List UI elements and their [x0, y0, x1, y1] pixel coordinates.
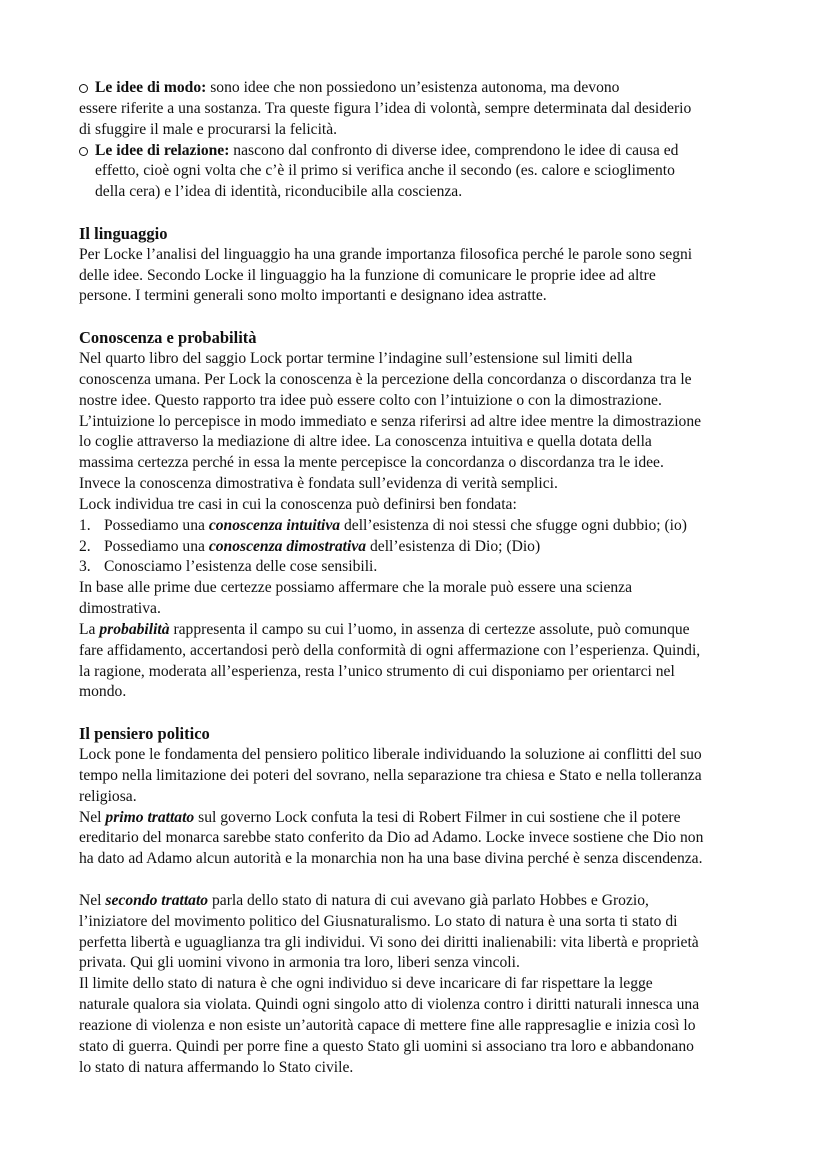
text: effetto, cioè ogni volta che c’è il primo si verifica anche il secondo (es. calore e scioglimento: [95, 162, 675, 180]
paragraph: [79, 245, 779, 308]
spacer: [79, 203, 779, 224]
text: Invece la conoscenza dimostrativa è fondata sull’evidenza di verità semplici.: [79, 475, 558, 493]
text: mondo.: [79, 683, 127, 701]
text: Il limite dello stato di natura è che ogni individuo si deve incaricare di far rispettare la legge: [79, 975, 653, 993]
text-line: [79, 266, 779, 287]
text-line: [79, 1016, 779, 1037]
text-line: [79, 995, 779, 1016]
text: parla dello stato di natura di cui avevano già parlato Hobbes e Grozio,: [208, 891, 649, 909]
text: delle idee. Secondo Locke il linguaggio ha la funzione di comunicare le proprie idee ad altre: [79, 266, 656, 284]
text: Nel: [79, 891, 106, 909]
paragraph: [79, 891, 779, 1079]
text-line: [79, 641, 779, 662]
text: nascono dal confronto di diverse idee, comprendono le idee di causa ed: [229, 141, 679, 159]
text-line: [79, 557, 779, 578]
text-line: [79, 78, 779, 99]
text: In base alle prime due certezze possiamo affermare che la morale può essere una scienza: [79, 579, 633, 597]
text: la ragione, moderata all’esperienza, resta l’unico strumento di cui disponiamo per orientarci nel: [79, 662, 675, 680]
text-line: [79, 99, 779, 120]
text: nostre idee. Questo rapporto tra idee può essere colto con l’intuizione o con la dimostrazione.: [79, 391, 662, 409]
text-line: [79, 474, 779, 495]
text-line: [79, 974, 779, 995]
emphasized-term: conoscenza dimostrativa: [208, 537, 367, 555]
spacer: [79, 870, 779, 891]
text-line: [79, 391, 779, 412]
text: Possediamo una: [104, 537, 209, 555]
text: dell’esistenza di noi stessi che sfugge ogni dubbio; (io): [340, 516, 687, 534]
text: persone. I termini generali sono molto importanti e designano idea astratte.: [79, 287, 547, 305]
text-line: [79, 245, 779, 266]
paragraph: [79, 349, 779, 516]
text: l’iniziatore del movimento politico del Giusnaturalismo. Lo stato di natura è una sorta ti stato di: [79, 912, 678, 930]
text: Lock pone le fondamenta del pensiero politico liberale individuando la soluzione ai conflitti del suo: [79, 746, 702, 763]
text-line: [79, 849, 779, 870]
text: Nel: [79, 808, 106, 826]
text-line: [79, 432, 779, 453]
list-number: 1.: [79, 516, 91, 534]
text-line: [79, 620, 779, 641]
text-line: [79, 599, 779, 620]
text: lo stato di natura affermando lo Stato civile.: [79, 1058, 354, 1076]
bullet-item: [79, 141, 779, 204]
text: sul governo Lock confuta la tesi di Robert Filmer in cui sostiene che il potere: [194, 808, 681, 826]
text: essere riferite a una sostanza. Tra queste figura l’idea di volontà, sempre determinata dal desiderio: [79, 99, 692, 117]
text: massima certezza perché in essa la mente percepisce la concordanza o discordanza tra le idee.: [79, 454, 664, 472]
text: L’intuizione lo percepisce in modo immediato e senza riferirsi ad altre idee mentre la dimostrazione: [79, 412, 702, 430]
text-line: [79, 516, 779, 537]
text-line: [79, 933, 779, 954]
text-line: [79, 787, 779, 808]
spacer: [79, 703, 779, 724]
list-number: 3.: [79, 558, 91, 576]
text-line: [79, 662, 779, 683]
emphasized-term: conoscenza intuitiva: [208, 516, 341, 534]
text: della cera) e l’idea di identità, riconducibile alla coscienza.: [95, 183, 463, 201]
text-line: [79, 953, 779, 974]
text-line: [79, 182, 779, 203]
hollow-bullet-icon: [79, 84, 88, 93]
text-line: [79, 161, 779, 182]
emphasized-term: primo trattato: [105, 808, 195, 826]
document-page: [79, 78, 779, 1079]
text-line: [79, 120, 779, 141]
text-line: [79, 891, 779, 912]
text: Per Locke l’analisi del linguaggio ha una grande importanza filosofica perché le parole sono segni: [79, 245, 693, 263]
text-line: [79, 1058, 779, 1079]
text: La: [79, 620, 100, 638]
text-line: [79, 828, 779, 849]
text: ha dato ad Adamo alcun autorità e la monarchia non ha una base divina perché è senza discendenza.: [79, 850, 703, 868]
text: reazione di violenza e non esiste un’autorità capace di mettere fine alle rappresaglie e inizia così lo: [79, 1016, 696, 1034]
bold-term: Le idee di relazione:: [95, 141, 230, 159]
spacer: [79, 307, 779, 328]
text: Lock individua tre casi in cui la conoscenza può definirsi ben fondata:: [79, 495, 517, 513]
text-line: [79, 808, 779, 829]
text: Nel quarto libro del saggio Lock portar termine l’indagine sull’estensione sul limiti della: [79, 349, 633, 367]
text-line: [79, 766, 779, 787]
text: conoscenza umana. Per Lock la conoscenza è la percezione della concordanza o discordanza tra le: [79, 370, 692, 388]
text-line: [79, 141, 779, 162]
text: di sfuggire il male e procurarsi la felicità.: [79, 120, 338, 138]
text: Conosciamo l’esistenza delle cose sensibili.: [104, 558, 378, 576]
text-line: [79, 286, 779, 307]
text-line: [79, 1037, 779, 1058]
list-number: 2.: [79, 537, 91, 555]
text: rappresenta il campo su cui l’uomo, in assenza di certezze assolute, può comunque: [169, 620, 690, 638]
text: Possediamo una: [104, 516, 209, 534]
text: dell’esistenza di Dio; (Dio): [366, 537, 541, 555]
section-heading: Il pensiero politico: [79, 724, 210, 744]
hollow-bullet-icon: [79, 147, 88, 156]
text-line: [79, 412, 779, 433]
numbered-list: [79, 516, 779, 579]
section-heading: Il linguaggio: [79, 223, 168, 243]
text: sono idee che non possiedono un’esistenza autonoma, ma devono: [206, 79, 620, 96]
text-line: [79, 745, 779, 766]
text: dimostrativa.: [79, 600, 161, 618]
paragraph: [79, 578, 779, 703]
text: religiosa.: [79, 787, 137, 805]
paragraph: [79, 745, 779, 870]
text-line: [79, 453, 779, 474]
text: stato di guerra. Quindi per porre fine a questo Stato gli uomini si associano tra loro e abbandonano: [79, 1037, 694, 1055]
text-line: [79, 495, 779, 516]
text-line: [79, 537, 779, 558]
emphasized-term: probabilità: [99, 620, 170, 638]
text-line: [79, 349, 779, 370]
emphasized-term: secondo trattato: [105, 891, 209, 909]
text-line: [79, 370, 779, 391]
text: privata. Qui gli uomini vivono in armonia tra loro, liberi senza vincoli.: [79, 954, 520, 972]
bold-term: Le idee di modo:: [95, 79, 207, 96]
text: perfetta libertà e uguaglianza tra gli individui. Vi sono dei diritti inalienabili: vita libertà e proprietà: [79, 933, 699, 951]
text: naturale qualora sia violata. Quindi ogni singolo atto di violenza contro i diritti naturali innesca una: [79, 996, 700, 1014]
text: lo coglie attraverso la mediazione di altre idee. La conoscenza intuitiva e quella dotata della: [79, 433, 652, 451]
text-line: [79, 578, 779, 599]
text: fare affidamento, accertandosi però della conformità di ogni affermazione con l’esperienza. Quindi,: [79, 641, 701, 659]
text: tempo nella limitazione dei poteri del sovrano, nella separazione tra chiesa e Stato e nella tolleranza: [79, 766, 702, 784]
text-line: [79, 912, 779, 933]
bullet-item: [79, 78, 779, 141]
text: ereditario del monarca sarebbe stato conferito da Dio ad Adamo. Locke invece sostiene che Dio non: [79, 829, 704, 847]
text-line: [79, 682, 779, 703]
section-heading: Conoscenza e probabilità: [79, 328, 257, 348]
